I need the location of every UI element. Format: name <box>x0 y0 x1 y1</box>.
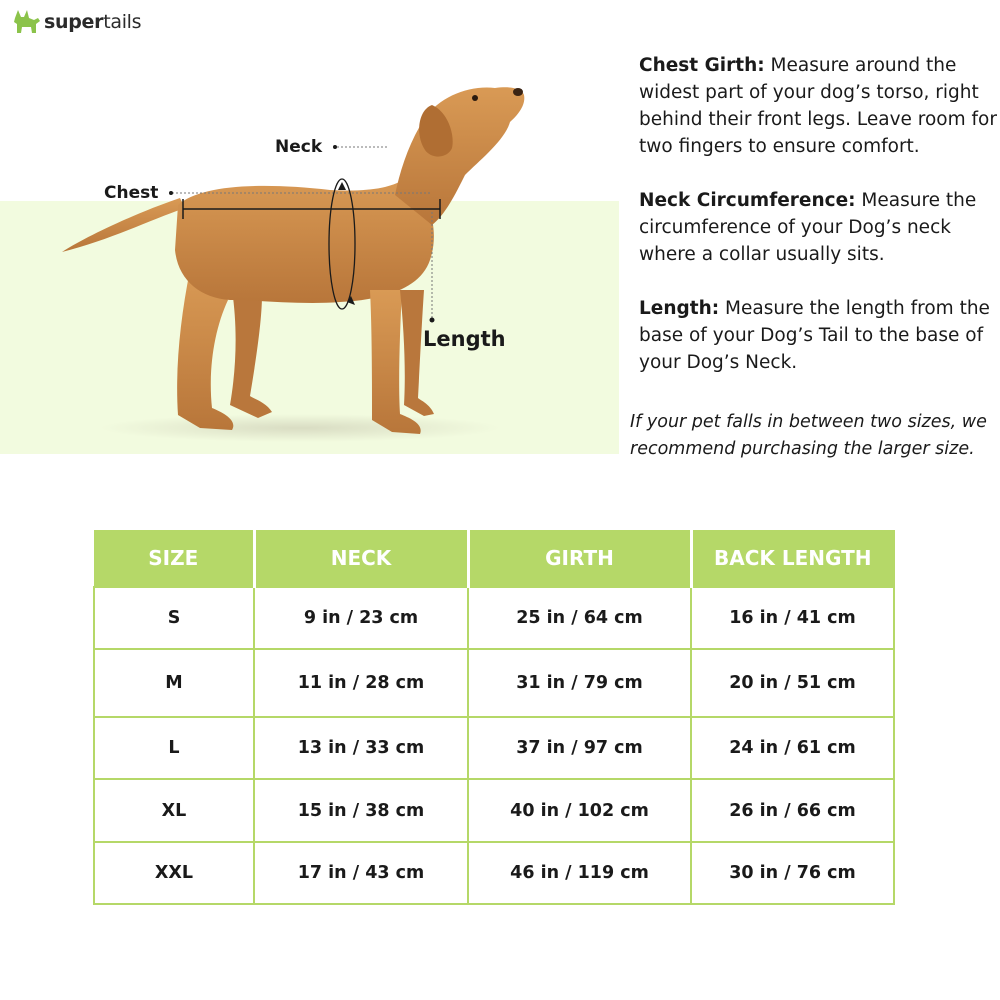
cell-girth: 46 in / 119 cm <box>468 842 691 904</box>
length-instruction-title: Length: <box>639 298 720 319</box>
cell-neck: 15 in / 38 cm <box>254 779 468 842</box>
length-leader-dot <box>430 318 435 323</box>
cell-size: XL <box>94 779 254 842</box>
length-instruction-text: Measure the length from the base of your Dog’s Tail to the base of your Dog’s Neck. <box>639 298 990 373</box>
neck-instruction-text: Measure the circumference of your Dog’s neck where a collar usually sits. <box>639 190 977 265</box>
brand-name-rest: tails <box>103 11 142 33</box>
dog-head <box>395 87 524 225</box>
size-recommendation-note: If your pet falls in between two sizes, we recommend purchasing the larger size. <box>630 412 987 459</box>
cell-neck: 13 in / 33 cm <box>254 717 468 779</box>
cell-neck: 11 in / 28 cm <box>254 649 468 717</box>
chest-label: Chest <box>104 183 159 203</box>
length-instruction <box>639 295 999 376</box>
header-back-length: BACK LENGTH <box>691 530 894 587</box>
girth-arrow-top <box>338 182 346 190</box>
chest-instruction-title: Chest Girth: <box>639 55 765 76</box>
cell-back-length: 16 in / 41 cm <box>691 587 894 649</box>
size-chart-table <box>93 530 895 905</box>
cell-size: L <box>94 717 254 779</box>
cell-size: S <box>94 587 254 649</box>
measurement-instructions <box>639 52 999 403</box>
table-row <box>94 717 894 779</box>
cell-neck: 9 in / 23 cm <box>254 587 468 649</box>
neck-leader-dot <box>333 145 337 149</box>
cell-back-length: 20 in / 51 cm <box>691 649 894 717</box>
table-header-row <box>94 530 894 587</box>
cell-neck: 17 in / 43 cm <box>254 842 468 904</box>
chest-instruction <box>639 52 999 160</box>
neck-instruction-title: Neck Circumference: <box>639 190 856 211</box>
neck-instruction <box>639 187 999 268</box>
dog-illustration <box>0 0 620 460</box>
dog-back-leg-far <box>230 290 272 418</box>
length-label: Length <box>423 327 506 351</box>
cell-girth: 37 in / 97 cm <box>468 717 691 779</box>
table-row <box>94 842 894 904</box>
header-neck: NECK <box>254 530 468 587</box>
table-row <box>94 649 894 717</box>
dog-tail <box>62 198 185 252</box>
dog-nose <box>513 88 523 96</box>
cell-girth: 25 in / 64 cm <box>468 587 691 649</box>
dog-front-leg-far <box>400 290 434 416</box>
header-size: SIZE <box>94 530 254 587</box>
dog-eye <box>472 95 478 101</box>
cell-back-length: 24 in / 61 cm <box>691 717 894 779</box>
header-girth: GIRTH <box>468 530 691 587</box>
cell-back-length: 26 in / 66 cm <box>691 779 894 842</box>
table-row <box>94 779 894 842</box>
cell-girth: 31 in / 79 cm <box>468 649 691 717</box>
cell-size: XXL <box>94 842 254 904</box>
cell-size: M <box>94 649 254 717</box>
table-row <box>94 587 894 649</box>
dog-body <box>175 175 434 303</box>
cell-back-length: 30 in / 76 cm <box>691 842 894 904</box>
brand-name-bold: super <box>44 11 104 33</box>
neck-label: Neck <box>275 137 323 157</box>
chest-instruction-text: Measure around the widest part of your dog’s torso, right behind their front legs. Leave room for two fingers to ensure comfort. <box>639 55 997 157</box>
dog-shadow <box>100 414 500 442</box>
chest-leader-dot <box>169 191 173 195</box>
cell-girth: 40 in / 102 cm <box>468 779 691 842</box>
